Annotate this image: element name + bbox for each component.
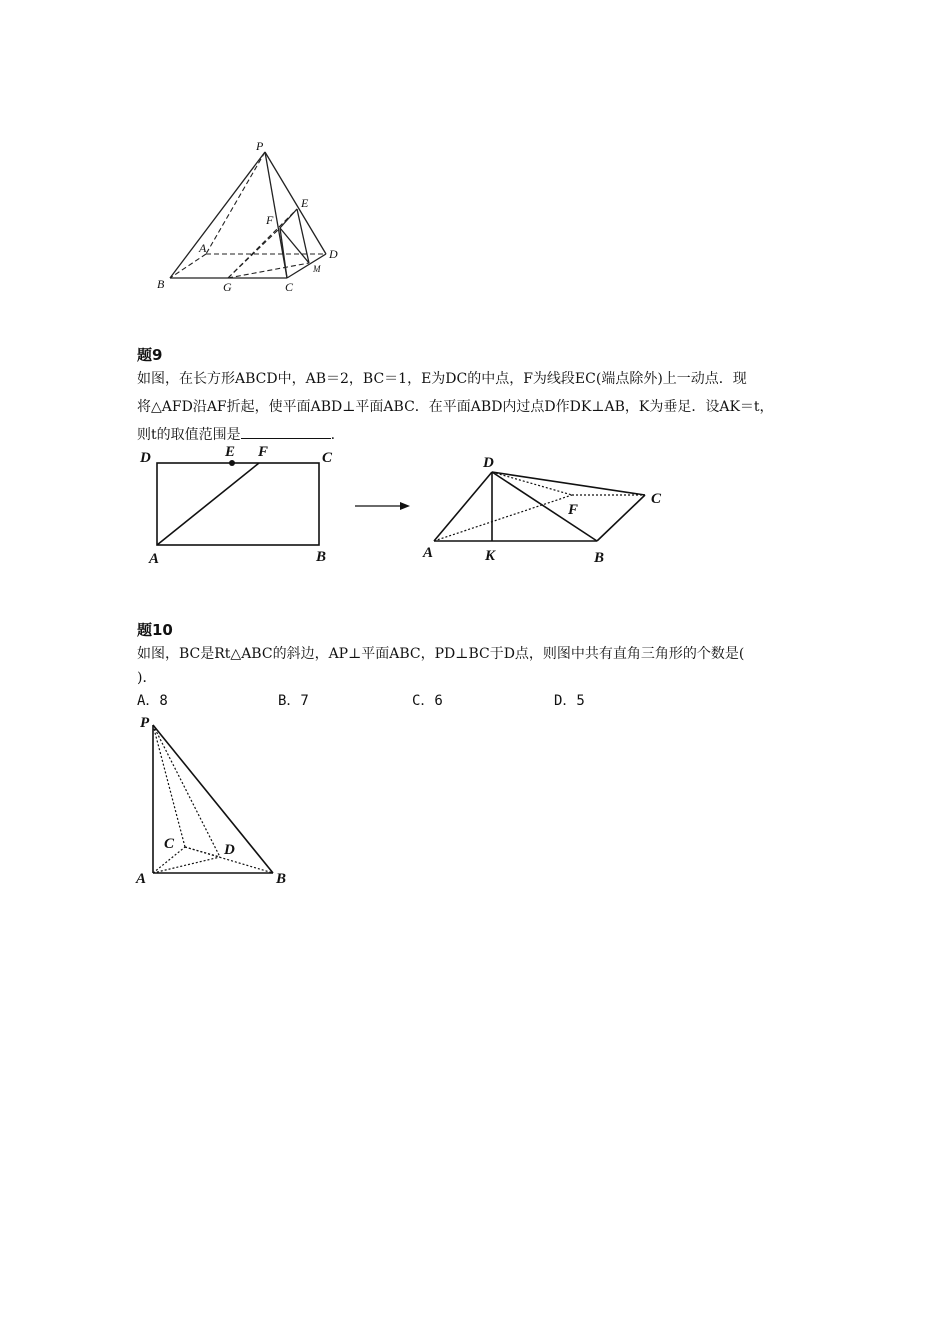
tetrahedron-figure <box>132 712 297 890</box>
label-a: A <box>136 871 147 887</box>
label-d: D <box>140 450 151 466</box>
label-d: D <box>483 455 494 471</box>
q9-line1: 如图，在长方形ABCD中，AB＝2，BC＝1，E为DC的中点，F为线段EC(端点除外)上一动点．现 <box>137 371 747 387</box>
edge-pc <box>153 725 185 847</box>
q10-line2: )． <box>137 670 157 686</box>
pyramid-figure <box>150 135 350 300</box>
edge-dc <box>492 472 645 495</box>
edge-fe <box>280 209 297 228</box>
label-d: D <box>329 247 338 261</box>
rectangle-figure <box>135 440 345 570</box>
label-p: P <box>256 139 264 153</box>
label-a: A <box>149 551 160 567</box>
label-b: B <box>316 549 327 565</box>
label-g: G <box>223 280 232 294</box>
edge-pa <box>206 152 265 254</box>
edge-af <box>434 495 572 541</box>
edge-pb <box>170 152 265 278</box>
label-f: F <box>258 444 269 460</box>
edge-ad <box>434 472 492 541</box>
label-f: F <box>266 213 274 227</box>
arrow-right-icon <box>352 498 414 514</box>
label-c: C <box>651 491 662 507</box>
label-b: B <box>157 277 165 291</box>
label-p: P <box>140 715 150 731</box>
option-b[interactable]: B．7 <box>278 693 309 709</box>
label-m: M <box>313 264 321 274</box>
label-k: K <box>485 548 496 564</box>
q10-text <box>137 640 827 692</box>
q10-heading: 题10 <box>137 621 173 639</box>
label-e: E <box>225 444 236 460</box>
label-f: F <box>568 502 579 518</box>
label-e: E <box>301 196 309 210</box>
rect-abcd <box>157 463 319 545</box>
label-c: C <box>285 280 294 294</box>
edge-db <box>492 472 597 541</box>
answer-blank[interactable] <box>241 424 331 439</box>
segment-af <box>157 463 259 545</box>
q9-line3-end: . <box>330 427 336 443</box>
label-c: C <box>164 836 175 852</box>
point-e <box>229 460 235 466</box>
q9-line3-text: 则t的取值范围是 <box>137 427 241 443</box>
edge-df <box>492 472 572 495</box>
folded-figure <box>418 450 670 570</box>
q9-line2: 将△AFD沿AF折起，使平面ABD⊥平面ABC．在平面ABD内过点D作DK⊥AB，K为垂足．设AK＝t， <box>137 399 774 415</box>
label-d: D <box>224 842 235 858</box>
option-d[interactable]: D．5 <box>554 693 585 709</box>
label-b: B <box>594 550 605 566</box>
label-c: C <box>322 450 333 466</box>
label-a: A <box>423 545 434 561</box>
option-a[interactable]: A．8 <box>137 693 168 709</box>
option-c[interactable]: C．6 <box>412 693 443 709</box>
label-b: B <box>276 871 287 887</box>
label-a: A <box>199 241 207 255</box>
q9-text <box>137 365 827 449</box>
q10-line1: 如图，BC是Rt△ABC的斜边，AP⊥平面ABC，PD⊥BC于D点，则图中共有直角三角形的个数是( <box>137 646 745 662</box>
q9-heading: 题9 <box>137 346 163 364</box>
edge-bc <box>597 495 645 541</box>
edge-ab <box>170 254 206 278</box>
